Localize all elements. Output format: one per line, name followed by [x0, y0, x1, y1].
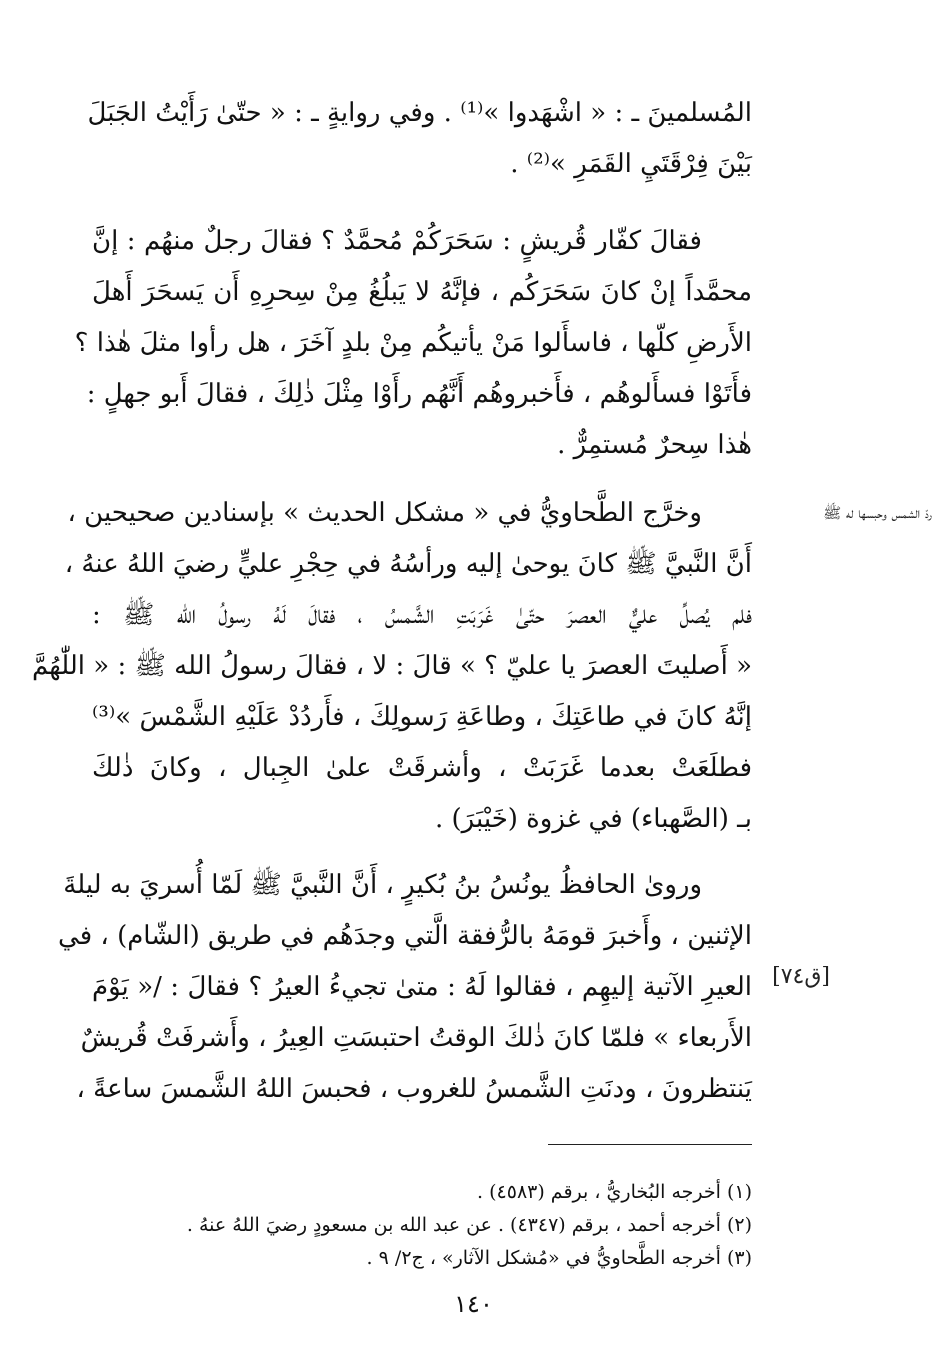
text-line: بـ (الصَّهباء) في غزوة (خَيْبَرَ) .: [434, 804, 752, 834]
text-line: إنَّهُ كانَ في طاعَتِكَ ، وطاعَةِ رَسولِكَ ، فأَردُدْ عَلَيْهِ الشَّمْسَ »⁽³⁾: [92, 702, 752, 732]
text-line: الأَرضِ كلّها ، فاسأَلوا مَنْ يأتيكُم مِنْ بلدٍ آخَرَ ، هل رأوا مثلَ هٰذا ؟: [74, 328, 752, 358]
text-line: محمَّداً إنْ كانَ سَحَرَكُم ، فإنَّهُ لا يَبلُغُ مِنْ سِحرِهِ أَن يَسحَرَ أَهلَ: [92, 277, 752, 307]
footnote: (١) أخرجه البُخاريُّ ، برقم (٤٥٨٣) .: [477, 1181, 752, 1203]
text-line: الأَربعاء » فلمّا كانَ ذٰلكَ الوقتُ احتبسَتِ العِيرُ ، وأَشرفَتْ قُريشٌ: [80, 1023, 752, 1053]
text-line: المُسلمينَ ـ : « اشْهَدوا »⁽¹⁾ . وفي روايةٍ ـ : « حتّىٰ رَأَيْتُ الجَبَلَ: [87, 98, 752, 128]
text-line: يَنتظرونَ ، ودنَتِ الشَّمسُ للغروب ، فحبسَ اللهُ الشَّمسَ ساعةً ،: [76, 1074, 752, 1104]
text-line: فقالَ كفّار قُريشٍ : سَحَرَكُمْ مُحمَّدٌ ؟ فقالَ رجلٌ منهُم : إنَّ: [92, 226, 702, 256]
margin-note-folio: [ق٧٤]: [772, 964, 830, 989]
margin-note-sun-return: ردّ الشمس وحبسها له ﷺ: [823, 504, 932, 522]
text-line: فلم يُصلِّ عليٌّ العصرَ حتّىٰ غَرَبَتِ الشَّمسُ ، فقالَ لَهُ رسولُ الله ﷺ :: [92, 600, 752, 630]
footnotes: [92, 1176, 752, 1275]
text-line: فأَتَوْا فسأَلوهُم ، فأَخبروهُم أَنَّهُم رأَوْا مِثْلَ ذٰلِكَ ، فقالَ أَبو جهلٍ :: [86, 379, 752, 409]
text-line: وروىٰ الحافظُ يونُسُ بنُ بُكيرٍ ، أَنَّ النَّبيَّ ﷺ لَمّا أُسريَ به ليلةَ: [63, 870, 702, 900]
text-line: وخرَّج الطَّحاويُّ في « مشكل الحديث » بإسنادين صحيحين ،: [67, 498, 702, 528]
footnote: (٢) أخرجه أحمد ، برقم (٤٣٤٧) . عن عبد الله بن مسعودٍ رضيَ اللهُ عنهُ .: [186, 1214, 752, 1236]
paragraph-4: [58, 860, 752, 1115]
text-line: العيرِ الآتية إليهِم ، فقالوا لَهُ : متىٰ تجيءُ العيرُ ؟ فقالَ : /« يَوْمَ: [92, 972, 752, 1002]
footnote: (٣) أخرجه الطَّحاويُّ في «مُشكل الآثار» ، ج٢/ ٩ .: [366, 1247, 752, 1269]
text-line: الإثنين ، وأَخبرَ قومَهُ بالرُّفقة الَّتي وجدَهُم في طريق (الشّام) ، في: [58, 921, 752, 951]
paragraph-2: [74, 216, 752, 471]
text-line: « أَصليتَ العصرَ يا عليّ ؟ » قالَ : لا ، فقالَ رسولُ الله ﷺ : « اللّٰهُمَّ: [31, 651, 752, 681]
text-line: بَيْنَ فِرْقَتَيِ القَمَرِ »⁽²⁾ .: [510, 149, 752, 179]
footnote-divider: [548, 1144, 752, 1145]
paragraph-3: [31, 488, 752, 845]
text-line: هٰذا سِحرٌ مُستمِرٌّ .: [557, 430, 752, 460]
page-number: ١٤٠: [454, 1290, 493, 1318]
text-line: فطلَعَتْ بعدما غَرَبَتْ ، وأشرقَتْ علىٰ الجِبال ، وكانَ ذٰلكَ: [92, 753, 752, 783]
paragraph-1: [87, 88, 752, 190]
text-line: أَنَّ النَّبيَّ ﷺ كانَ يوحىٰ إليه ورأسُهُ في حِجْرِ عليٍّ رضيَ اللهُ عنهُ ،: [64, 549, 752, 579]
